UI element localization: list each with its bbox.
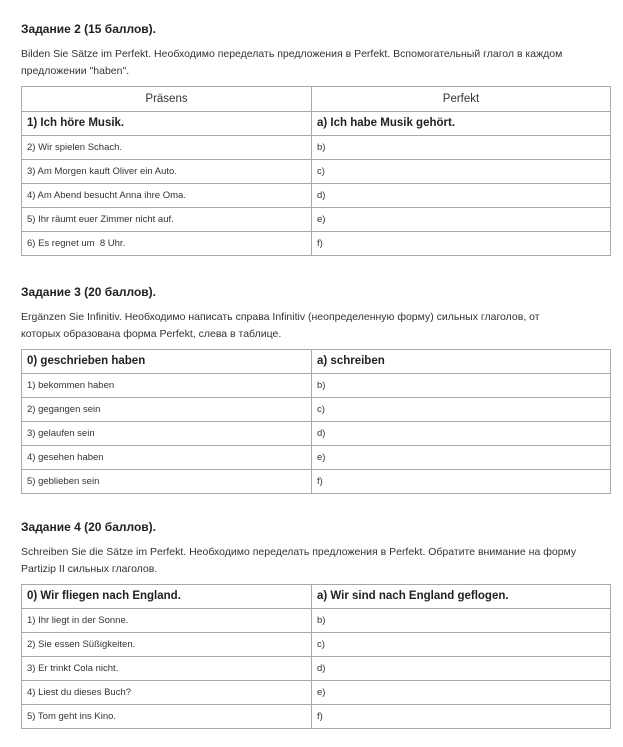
task-3-description	[21, 309, 610, 343]
task-2-description-line-1: Bilden Sie Sätze im Perfekt. Необходимо переделать предложения в Perfekt. Вспомогательный глагол в каждом	[21, 48, 563, 60]
table-cell: f)	[312, 470, 611, 494]
table-cell: a) Wir sind nach England geflogen.	[312, 585, 611, 609]
task-3-description-line-2: которых образована форма Perfekt, слева в таблице.	[21, 328, 282, 340]
task-2-table	[21, 86, 611, 256]
table-row	[22, 422, 611, 446]
task-3-title: Задание 3 (20 баллов).	[21, 285, 157, 299]
table-cell: 5) Ihr räumt euer Zimmer nicht auf.	[22, 208, 312, 232]
table-cell: d)	[312, 657, 611, 681]
table-cell: 3) Er trinkt Cola nicht.	[22, 657, 312, 681]
table-cell: 2) gegangen sein	[22, 398, 312, 422]
table-row	[22, 160, 611, 184]
table-cell: c)	[312, 633, 611, 657]
task-4-table	[21, 584, 611, 729]
table-cell: 0) Wir fliegen nach England.	[22, 585, 312, 609]
table-cell: c)	[312, 160, 611, 184]
table-cell: d)	[312, 422, 611, 446]
table-cell: 1) bekommen haben	[22, 374, 312, 398]
table-row	[22, 350, 611, 374]
table-cell: 1) Ich höre Musik.	[22, 112, 312, 136]
task-3-table	[21, 349, 611, 494]
table-cell: c)	[312, 398, 611, 422]
table-row	[22, 136, 611, 160]
table-row	[22, 184, 611, 208]
table-row	[22, 446, 611, 470]
table-row	[22, 633, 611, 657]
table-cell: f)	[312, 705, 611, 729]
table-cell: b)	[312, 609, 611, 633]
task-3-section	[21, 285, 610, 494]
table-cell: b)	[312, 374, 611, 398]
table-cell: 2) Wir spielen Schach.	[22, 136, 312, 160]
task-4-title: Задание 4 (20 баллов).	[21, 520, 157, 534]
table-cell: b)	[312, 136, 611, 160]
task-2-title: Задание 2 (15 баллов).	[21, 22, 157, 36]
table-cell: e)	[312, 681, 611, 705]
table-row	[22, 232, 611, 256]
table-row	[22, 374, 611, 398]
table-cell: 2) Sie essen Süßigkeiten.	[22, 633, 312, 657]
task-4-description-line-2: Partizip II сильных глаголов.	[21, 563, 158, 575]
header-perfekt: Perfekt	[312, 87, 611, 112]
table-cell: 6) Es regnet um 8 Uhr.	[22, 232, 312, 256]
header-prasens: Präsens	[22, 87, 312, 112]
table-cell: a) schreiben	[312, 350, 611, 374]
table-row	[22, 609, 611, 633]
task-4-section	[21, 520, 610, 729]
table-header-row	[22, 87, 611, 112]
table-cell: 4) gesehen haben	[22, 446, 312, 470]
table-row	[22, 470, 611, 494]
task-4-description	[21, 544, 610, 578]
table-cell: 5) Tom geht ins Kino.	[22, 705, 312, 729]
table-cell: 3) gelaufen sein	[22, 422, 312, 446]
table-row	[22, 112, 611, 136]
task-2-description	[21, 46, 610, 80]
table-row	[22, 657, 611, 681]
task-3-description-line-1: Ergänzen Sie Infinitiv. Необходимо написать справа Infinitiv (неопределенную форму) сильных глаголов, от	[21, 311, 540, 323]
table-cell: 1) Ihr liegt in der Sonne.	[22, 609, 312, 633]
table-cell: 5) geblieben sein	[22, 470, 312, 494]
task-4-description-line-1: Schreiben Sie die Sätze im Perfekt. Необходимо переделать предложения в Perfekt. Обратите внимание на форму	[21, 546, 577, 558]
table-cell: 4) Liest du dieses Buch?	[22, 681, 312, 705]
table-row	[22, 398, 611, 422]
table-cell: e)	[312, 446, 611, 470]
table-cell: 3) Am Morgen kauft Oliver ein Auto.	[22, 160, 312, 184]
table-row	[22, 208, 611, 232]
table-row	[22, 681, 611, 705]
table-row	[22, 585, 611, 609]
table-cell: f)	[312, 232, 611, 256]
task-2-description-line-2: предложении "haben".	[21, 65, 130, 77]
table-cell: e)	[312, 208, 611, 232]
table-cell: a) Ich habe Musik gehört.	[312, 112, 611, 136]
table-cell: d)	[312, 184, 611, 208]
table-row	[22, 705, 611, 729]
task-2-section	[21, 22, 610, 256]
table-cell: 0) geschrieben haben	[22, 350, 312, 374]
table-cell: 4) Am Abend besucht Anna ihre Oma.	[22, 184, 312, 208]
